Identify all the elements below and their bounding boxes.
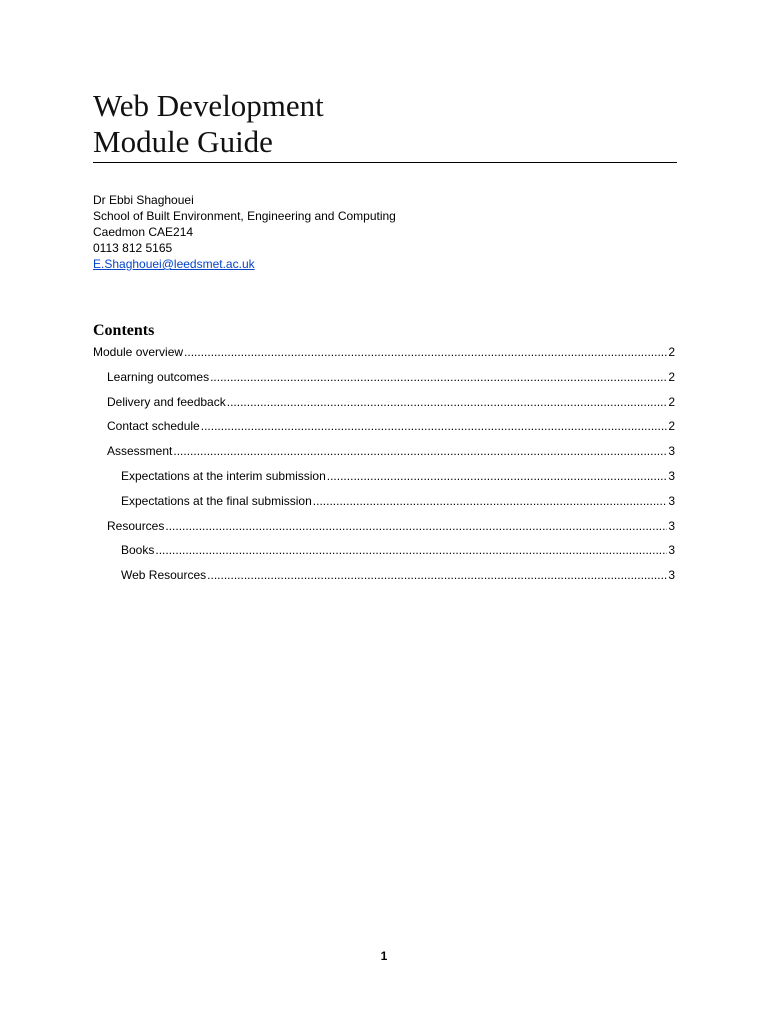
- author-phone: 0113 812 5165: [93, 241, 173, 255]
- toc-entry[interactable]: [93, 393, 677, 418]
- toc-entry[interactable]: [93, 566, 677, 591]
- toc-entry-label: Expectations at the interim submission: [121, 468, 326, 483]
- toc-entry-page: 3: [668, 468, 675, 483]
- toc-entry[interactable]: [93, 343, 677, 368]
- toc-entry-page: 2: [668, 345, 675, 359]
- table-of-contents: [93, 343, 677, 591]
- toc-entry-label: Resources: [107, 518, 165, 533]
- contents-heading: Contents: [93, 322, 155, 339]
- toc-entry-label: Delivery and feedback: [107, 394, 226, 409]
- toc-dot-leader: [201, 417, 668, 435]
- author-school: School of Built Environment, Engineering and Computing: [93, 209, 396, 223]
- toc-dot-leader: [327, 467, 668, 485]
- author-details: [93, 192, 396, 272]
- toc-dot-leader: [313, 492, 668, 510]
- toc-dot-leader: [173, 442, 667, 460]
- toc-entry-page: 3: [668, 543, 675, 558]
- author-email-link[interactable]: E.Shaghouei@leedsmet.ac.uk: [93, 257, 255, 271]
- page-number: 1: [380, 949, 388, 963]
- toc-entry-page: 3: [668, 493, 675, 508]
- title-divider: [93, 162, 677, 163]
- toc-dot-leader: [227, 393, 668, 411]
- author-room: Caedmon CAE214: [93, 225, 194, 239]
- toc-dot-leader: [184, 343, 667, 361]
- toc-entry[interactable]: [93, 517, 677, 542]
- toc-dot-leader: [155, 541, 667, 559]
- toc-entry-label: Books: [121, 543, 155, 558]
- toc-entry-page: 3: [668, 444, 675, 459]
- toc-entry-page: 2: [668, 419, 675, 434]
- toc-dot-leader: [210, 368, 667, 386]
- document-title: [93, 88, 677, 160]
- toc-entry[interactable]: [93, 492, 677, 517]
- toc-entry[interactable]: [93, 541, 677, 566]
- toc-entry-label: Module overview: [93, 345, 184, 359]
- toc-entry-page: 3: [668, 568, 675, 583]
- toc-entry-label: Assessment: [107, 444, 173, 459]
- toc-entry-label: Expectations at the final submission: [121, 493, 312, 508]
- toc-entry[interactable]: [93, 467, 677, 492]
- toc-entry[interactable]: [93, 368, 677, 393]
- toc-entry-page: 3: [668, 518, 675, 533]
- toc-dot-leader: [165, 517, 667, 535]
- title-line-1: Web Development: [93, 88, 324, 123]
- toc-entry-page: 2: [668, 369, 675, 384]
- toc-dot-leader: [207, 566, 667, 584]
- toc-entry-label: Learning outcomes: [107, 369, 210, 384]
- toc-entry-label: Contact schedule: [107, 419, 200, 434]
- toc-entry-label: Web Resources: [121, 568, 207, 583]
- title-line-2: Module Guide: [93, 124, 273, 159]
- author-name: Dr Ebbi Shaghouei: [93, 193, 194, 207]
- toc-entry[interactable]: [93, 442, 677, 467]
- toc-entry[interactable]: [93, 417, 677, 442]
- toc-entry-page: 2: [668, 394, 675, 409]
